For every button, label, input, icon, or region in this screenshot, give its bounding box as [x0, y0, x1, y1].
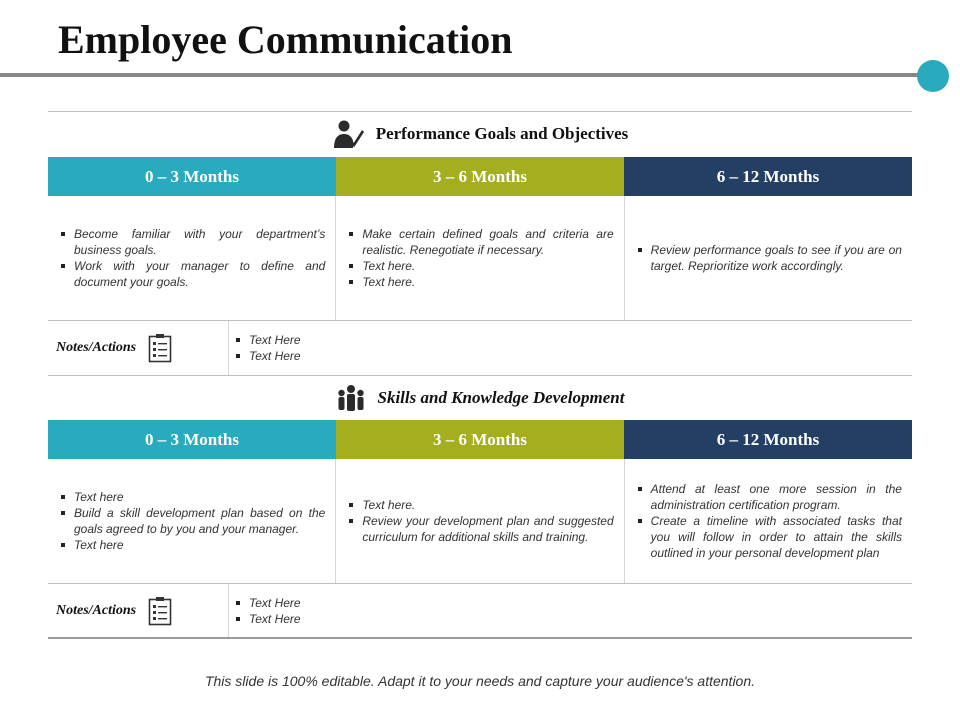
goals-row [48, 196, 912, 320]
divider [48, 111, 912, 112]
notes-row [48, 584, 912, 638]
notes-content [229, 321, 912, 375]
goals-cell-3-6 [336, 196, 624, 320]
period-6-12: 6 – 12 Months [624, 157, 912, 196]
period-0-3: 0 – 3 Months [48, 157, 336, 196]
notes-label: Notes/Actions [56, 603, 137, 618]
period-0-3: 0 – 3 Months [48, 420, 336, 459]
period-header-row [48, 420, 912, 459]
period-header-row [48, 157, 912, 196]
checklist-icon [148, 333, 172, 363]
section-title: Performance Goals and Objectives [375, 124, 629, 143]
period-3-6: 3 – 6 Months [336, 157, 624, 196]
skills-cell-6-12 [625, 459, 912, 583]
notes-label-cell [48, 584, 229, 638]
section-header-skills [48, 378, 912, 418]
accent-dot [917, 60, 949, 92]
goals-cell-0-3 [48, 196, 336, 320]
skills-cell-3-6 [336, 459, 624, 583]
list-item: Work with your manager to define and document your goals. [60, 258, 325, 290]
section-title: Skills and Knowledge Development [377, 388, 625, 407]
skills-row [48, 459, 912, 583]
list-item: Text here. [348, 497, 613, 513]
list-item: Text here [60, 537, 325, 553]
list-item: Text Here [235, 611, 301, 627]
period-3-6: 3 – 6 Months [336, 420, 624, 459]
divider [48, 375, 912, 376]
list-item: Text Here [235, 595, 301, 611]
divider [48, 637, 912, 639]
skills-cell-0-3 [48, 459, 336, 583]
notes-row [48, 321, 912, 375]
list-item: Text here. [348, 274, 613, 290]
title-underline [0, 73, 922, 77]
list-item: Review your development plan and suggested curriculum for additional skills and training. [348, 513, 613, 545]
list-item: Text Here [235, 332, 301, 348]
list-item: Create a timeline with associated tasks that you will follow in order to attain the skills outlined in your personal development plan [637, 513, 902, 561]
checklist-icon [148, 596, 172, 626]
list-item: Text Here [235, 348, 301, 364]
person-checkmark-icon [332, 119, 364, 149]
list-item: Make certain defined goals and criteria are realistic. Renegotiate if necessary. [348, 226, 613, 258]
footer-note: This slide is 100% editable. Adapt it to your needs and capture your audience's attention. [204, 673, 756, 689]
list-item: Text here. [348, 258, 613, 274]
list-item: Review performance goals to see if you are on target. Reprioritize work accordingly. [637, 242, 902, 274]
team-people-icon [336, 384, 366, 412]
notes-content [229, 584, 912, 638]
list-item: Become familiar with your department’s business goals. [60, 226, 325, 258]
list-item: Build a skill development plan based on the goals agreed to by you and your manager. [60, 505, 325, 537]
list-item: Attend at least one more session in the administration certification program. [637, 481, 902, 513]
goals-cell-6-12 [625, 196, 912, 320]
section-header-performance [48, 114, 912, 154]
notes-label-cell [48, 321, 229, 375]
list-item: Text here [60, 489, 325, 505]
page-title: Employee Communication [58, 17, 513, 62]
notes-label: Notes/Actions [56, 340, 137, 355]
period-6-12: 6 – 12 Months [624, 420, 912, 459]
